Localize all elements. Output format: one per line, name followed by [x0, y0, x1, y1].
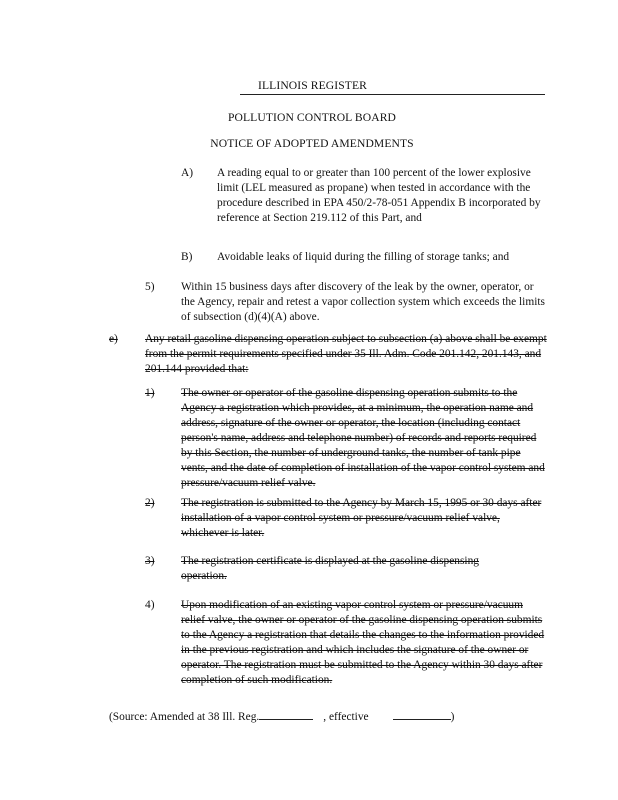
item-5-label: 5): [145, 281, 155, 293]
source-effective: , effective: [323, 711, 369, 723]
source-note: [109, 708, 549, 725]
register-title: ILLINOIS REGISTER: [258, 79, 367, 92]
effective-date-blank: [393, 708, 451, 720]
subsection-2-label: 2): [145, 497, 155, 509]
subsection-4-text: Upon modification of an existing vapor control system or pressure/vacuum relief valve, the owner or operator of the gasoline dispensing operation submits to the Agency a registration that details the changes to the information provided in the previous registration and which includes the signature of the owner or operator. The registration must be submitted to the Agency within 30 days after completion of such modification.: [181, 599, 545, 686]
subsection-3-label: 3): [145, 555, 155, 567]
subsection-2-text: The registration is submitted to the Agency by March 15, 1995 or 30 days after installation of a vapor control system or pressure/vacuum relief valve, whichever is later.: [181, 497, 542, 539]
subsection-1-label: 1): [145, 387, 155, 399]
item-a-text: A reading equal to or greater than 100 percent of the lower explosive limit (LEL measured as propane) when tested in accordance with the procedure described in EPA 450/2-78-051 Appendix B incorporated by reference at Section 219.112 of this Part, and: [217, 167, 541, 224]
source-close: ): [450, 711, 455, 723]
register-page-blank: [259, 708, 313, 720]
subsection-4-label: 4): [145, 599, 155, 611]
section-e-label: e): [109, 333, 118, 345]
section-e-text: Any retail gasoline dispensing operation subject to subsection (a) above shall be exempt from the permit requirements specified under 35 Ill. Adm. Code 201.142, 201.143, and 201.144 provided that:: [145, 333, 547, 375]
subsection-1-text: The owner or operator of the gasoline dispensing operation submits to the Agency a registration which provides, at a minimum, the operation name and address, signature of the owner or operator, the location (including contact person's name, address and telephone number) of records and reports required by this Section, the number of underground tanks, the number of tank pipe vents, and the date of completion of installation of the vapor control system and pressure/vacuum relief valve.: [181, 387, 545, 489]
subsection-3-text: The registration certificate is displayed at the gasoline dispensing operation.: [181, 555, 479, 582]
notice-title: NOTICE OF ADOPTED AMENDMENTS: [210, 137, 414, 150]
item-a-label: A): [181, 167, 194, 179]
source-prefix: (Source: Amended at 38 Ill. Reg.: [109, 711, 260, 723]
agency-title: POLLUTION CONTROL BOARD: [227, 111, 397, 124]
item-5-text: Within 15 business days after discovery of the leak by the owner, operator, or the Agency, repair and retest a vapor collection system which exceeds the limits of subsection (d)(4)(A) above.: [181, 281, 545, 323]
item-b-text: Avoidable leaks of liquid during the filling of storage tanks; and: [217, 251, 510, 263]
register-underline: [240, 94, 545, 95]
item-b-label: B): [181, 251, 193, 263]
